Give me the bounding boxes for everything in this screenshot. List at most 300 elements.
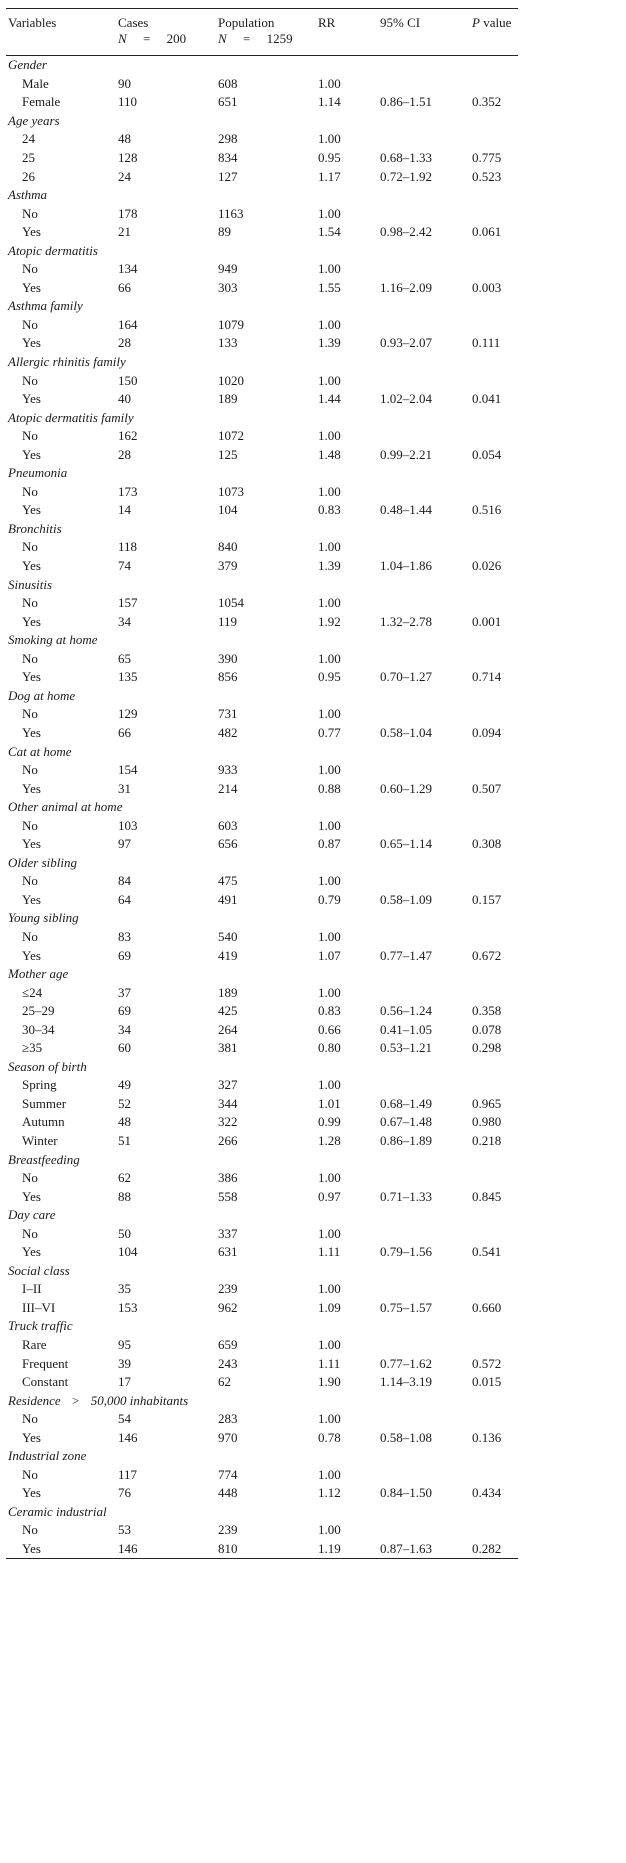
rr-cell: 1.28 bbox=[318, 1132, 341, 1148]
cases-cell: 134 bbox=[118, 261, 138, 277]
table-row bbox=[6, 1132, 518, 1151]
p-value-cell bbox=[470, 427, 518, 446]
category-row bbox=[6, 1150, 518, 1169]
level-label: Yes bbox=[22, 1429, 41, 1445]
level-label: III–VI bbox=[22, 1299, 56, 1315]
ci-cell: 0.72–1.92 bbox=[380, 168, 432, 184]
population-cell: 631 bbox=[218, 1244, 238, 1260]
rr-cell: 0.66 bbox=[318, 1021, 341, 1037]
population-cell: 608 bbox=[218, 75, 238, 91]
cases-cell: 31 bbox=[118, 780, 131, 796]
rr-cell: 0.87 bbox=[318, 836, 341, 852]
p-value-cell: 0.298 bbox=[472, 1040, 502, 1056]
population-cell: 127 bbox=[218, 168, 238, 184]
level-label: Yes bbox=[22, 780, 41, 796]
category-label-text: Residence bbox=[8, 1392, 61, 1408]
p-value-cell bbox=[470, 1169, 518, 1188]
population-cell: 1054 bbox=[218, 595, 244, 611]
population-cell: 962 bbox=[218, 1299, 238, 1315]
cases-cell: 66 bbox=[118, 279, 131, 295]
population-cell: 810 bbox=[216, 1540, 316, 1559]
rr-cell: 1.00 bbox=[318, 483, 341, 499]
level-label: No bbox=[22, 205, 38, 221]
p-value-cell bbox=[470, 650, 518, 669]
population-cell: 189 bbox=[218, 984, 238, 1000]
ci-cell bbox=[378, 1521, 470, 1540]
p-value-cell bbox=[470, 1224, 518, 1243]
rr-cell: 1.11 bbox=[318, 1355, 341, 1371]
table-row bbox=[6, 1336, 518, 1355]
category-row bbox=[6, 1447, 518, 1466]
category-row bbox=[6, 631, 518, 650]
category-label-text: Ceramic industrial bbox=[8, 1503, 107, 1519]
level-label: ≤24 bbox=[22, 984, 43, 1000]
population-cell: 933 bbox=[218, 762, 238, 778]
level-label: No bbox=[22, 706, 38, 722]
header-cases-n bbox=[118, 31, 214, 47]
level-label: I–II bbox=[22, 1281, 42, 1297]
level-label: Yes bbox=[22, 891, 41, 907]
table-row bbox=[6, 835, 518, 854]
population-cell: 390 bbox=[218, 650, 238, 666]
level-label: Yes bbox=[22, 502, 41, 518]
category-label-text: Asthma family bbox=[8, 298, 83, 314]
rr-cell: 1.00 bbox=[318, 316, 341, 332]
p-value-cell: 0.041 bbox=[472, 391, 502, 407]
rr-cell: 1.00 bbox=[318, 1466, 341, 1482]
table-row bbox=[6, 1002, 518, 1021]
cases-cell: 128 bbox=[118, 150, 138, 165]
header-p-rest: value bbox=[479, 15, 512, 30]
header-cases-n-eq: = bbox=[143, 31, 151, 46]
table-row bbox=[6, 1410, 518, 1429]
cases-cell: 60 bbox=[118, 1040, 131, 1056]
p-value-cell: 0.054 bbox=[472, 446, 502, 462]
rr-cell: 1.09 bbox=[318, 1299, 341, 1315]
level-label: No bbox=[22, 1170, 38, 1186]
header-population-n-symbol: N bbox=[218, 31, 227, 46]
ci-cell bbox=[378, 1076, 470, 1095]
ci-cell bbox=[378, 705, 470, 724]
p-value-cell: 0.845 bbox=[472, 1188, 502, 1204]
population-cell: 1079 bbox=[218, 316, 244, 332]
ci-cell bbox=[378, 872, 470, 891]
cases-cell: 164 bbox=[118, 316, 138, 332]
ci-cell bbox=[378, 594, 470, 613]
rr-cell: 1.54 bbox=[318, 224, 341, 240]
population-cell: 1073 bbox=[218, 483, 244, 499]
table-row bbox=[6, 650, 518, 669]
category-row bbox=[6, 112, 518, 131]
p-value-cell: 0.001 bbox=[472, 613, 502, 629]
rr-cell: 1.00 bbox=[318, 873, 341, 889]
population-cell: 283 bbox=[218, 1411, 238, 1427]
level-label: Constant bbox=[22, 1374, 69, 1390]
cases-cell: 117 bbox=[118, 1466, 138, 1482]
ci-cell bbox=[378, 75, 470, 94]
cases-cell: 34 bbox=[118, 1021, 131, 1037]
population-cell: 1072 bbox=[218, 428, 244, 444]
p-value-cell: 0.541 bbox=[472, 1244, 502, 1260]
cases-cell: 74 bbox=[118, 558, 131, 574]
p-value-cell: 0.078 bbox=[472, 1021, 502, 1037]
population-cell: 133 bbox=[218, 335, 238, 351]
category-label bbox=[6, 520, 518, 539]
table-row bbox=[6, 779, 518, 798]
cases-cell: 150 bbox=[118, 372, 138, 388]
ci-cell bbox=[378, 928, 470, 947]
level-label: Yes bbox=[22, 335, 41, 351]
table-row bbox=[6, 1224, 518, 1243]
population-cell: 239 bbox=[218, 1522, 238, 1538]
ci-cell: 1.02–2.04 bbox=[380, 391, 432, 407]
category-label bbox=[6, 1447, 518, 1466]
ci-cell: 0.77–1.47 bbox=[380, 947, 432, 963]
level-label: Yes bbox=[22, 1188, 41, 1204]
population-cell: 774 bbox=[218, 1466, 238, 1482]
p-value-cell bbox=[470, 1076, 518, 1095]
category-label-text: Smoking at home bbox=[8, 632, 98, 648]
ci-cell: 0.71–1.33 bbox=[380, 1188, 432, 1204]
cases-cell: 153 bbox=[118, 1299, 138, 1315]
cases-cell: 110 bbox=[118, 94, 138, 110]
table-row bbox=[6, 1187, 518, 1206]
cases-cell: 21 bbox=[118, 224, 131, 240]
category-label-text: Bronchitis bbox=[8, 520, 62, 536]
category-label bbox=[6, 112, 518, 131]
population-cell: 425 bbox=[218, 1003, 238, 1019]
level-label: No bbox=[22, 595, 38, 611]
header-variables: Variables bbox=[6, 9, 116, 56]
rr-cell: 1.90 bbox=[318, 1374, 341, 1390]
category-label bbox=[6, 854, 518, 873]
category-label-text: Allergic rhinitis family bbox=[8, 354, 126, 370]
p-value-cell bbox=[470, 1410, 518, 1429]
ci-cell bbox=[378, 538, 470, 557]
category-row bbox=[6, 1262, 518, 1281]
level-label: Rare bbox=[22, 1337, 47, 1352]
rr-cell: 1.00 bbox=[318, 1170, 341, 1186]
table-row bbox=[6, 1095, 518, 1114]
cases-cell: 35 bbox=[118, 1281, 131, 1297]
header-ci: 95% CI bbox=[378, 9, 470, 56]
rr-cell: 1.19 bbox=[316, 1540, 378, 1559]
level-label: Frequent bbox=[22, 1355, 69, 1371]
table-row bbox=[6, 279, 518, 298]
level-label: Yes bbox=[22, 558, 41, 574]
category-label bbox=[6, 1317, 518, 1336]
table-row bbox=[6, 501, 518, 520]
cases-cell: 173 bbox=[118, 483, 138, 499]
p-value-cell bbox=[470, 260, 518, 279]
level-label: No bbox=[22, 1466, 38, 1482]
ci-cell bbox=[378, 260, 470, 279]
cases-cell: 146 bbox=[118, 1429, 138, 1445]
level-label: 25–29 bbox=[22, 1003, 55, 1019]
rr-cell: 1.00 bbox=[318, 1411, 341, 1427]
cases-cell: 14 bbox=[118, 502, 131, 518]
table-row bbox=[6, 316, 518, 335]
cases-cell: 48 bbox=[118, 131, 131, 147]
ci-cell: 1.32–2.78 bbox=[380, 613, 432, 629]
level-label: No bbox=[22, 817, 38, 833]
category-label bbox=[6, 408, 518, 427]
level-label: Yes bbox=[22, 613, 41, 629]
table-row bbox=[6, 371, 518, 390]
cases-cell: 28 bbox=[118, 335, 131, 351]
rr-cell: 1.00 bbox=[318, 1522, 341, 1538]
cases-cell: 37 bbox=[118, 984, 131, 1000]
category-label-text: Truck traffic bbox=[8, 1318, 73, 1334]
rr-cell: 0.95 bbox=[318, 150, 341, 165]
p-value-cell bbox=[470, 1280, 518, 1299]
rr-cell: 1.44 bbox=[318, 391, 341, 407]
rr-cell: 0.88 bbox=[318, 780, 341, 796]
ci-cell: 0.48–1.44 bbox=[380, 502, 432, 518]
cases-cell: 103 bbox=[118, 817, 138, 833]
rr-cell: 0.95 bbox=[318, 669, 341, 685]
rr-cell: 1.00 bbox=[318, 817, 341, 833]
header-p-symbol: P bbox=[472, 15, 480, 30]
category-label-text: Age years bbox=[8, 112, 60, 128]
table-row bbox=[6, 705, 518, 724]
p-value-cell: 0.003 bbox=[472, 279, 502, 295]
population-cell: 322 bbox=[218, 1114, 238, 1130]
p-value-cell: 0.136 bbox=[472, 1429, 502, 1445]
population-cell: 104 bbox=[218, 502, 238, 518]
category-row bbox=[6, 1317, 518, 1336]
population-cell: 840 bbox=[218, 539, 238, 555]
level-label: No bbox=[22, 928, 38, 944]
table-row bbox=[6, 427, 518, 446]
cases-cell: 146 bbox=[116, 1540, 216, 1559]
table-row bbox=[6, 149, 518, 168]
table-row bbox=[6, 816, 518, 835]
cases-cell: 51 bbox=[118, 1132, 131, 1148]
table-row bbox=[6, 1484, 518, 1503]
table-row bbox=[6, 1020, 518, 1039]
p-value-cell bbox=[470, 928, 518, 947]
p-value-cell bbox=[470, 1521, 518, 1540]
rr-cell: 1.00 bbox=[318, 372, 341, 388]
table-row bbox=[6, 260, 518, 279]
category-label-text: Sinusitis bbox=[8, 576, 53, 592]
population-cell: 239 bbox=[218, 1281, 238, 1297]
risk-factor-table bbox=[6, 8, 518, 1559]
category-row bbox=[6, 241, 518, 260]
p-value-cell: 0.308 bbox=[472, 836, 502, 852]
category-row bbox=[6, 56, 518, 75]
cases-cell: 95 bbox=[118, 1337, 131, 1352]
p-value-cell: 0.026 bbox=[472, 558, 502, 574]
ci-cell: 1.04–1.86 bbox=[380, 558, 432, 574]
category-label-text: Cat at home bbox=[8, 743, 72, 759]
level-label: Yes bbox=[22, 724, 41, 740]
ci-cell: 0.58–1.04 bbox=[380, 724, 432, 740]
cases-cell: 64 bbox=[118, 891, 131, 907]
ci-cell bbox=[378, 427, 470, 446]
category-label-text: Asthma bbox=[8, 187, 47, 203]
population-cell: 386 bbox=[218, 1170, 238, 1186]
category-label bbox=[6, 965, 518, 984]
rr-cell: 0.80 bbox=[318, 1040, 341, 1056]
p-value-cell: 0.157 bbox=[472, 891, 502, 907]
ci-cell: 0.58–1.09 bbox=[380, 891, 432, 907]
category-row bbox=[6, 520, 518, 539]
cases-cell: 49 bbox=[118, 1077, 131, 1093]
ci-cell bbox=[378, 650, 470, 669]
population-cell: 243 bbox=[218, 1355, 238, 1371]
table-row bbox=[6, 1354, 518, 1373]
category-label bbox=[6, 241, 518, 260]
p-value-cell bbox=[470, 204, 518, 223]
p-value-cell: 0.507 bbox=[472, 780, 502, 796]
header-p-value bbox=[470, 9, 518, 56]
category-label-text: Dog at home bbox=[8, 687, 76, 703]
rr-cell: 1.00 bbox=[318, 1225, 341, 1241]
category-row bbox=[6, 909, 518, 928]
cases-cell: 50 bbox=[118, 1225, 131, 1241]
level-label: Winter bbox=[22, 1132, 58, 1148]
header-population-n-value: 1259 bbox=[266, 31, 293, 46]
level-label: Yes bbox=[22, 947, 41, 963]
rr-cell: 0.97 bbox=[318, 1188, 341, 1204]
population-cell: 949 bbox=[218, 261, 238, 277]
rr-cell: 1.17 bbox=[318, 168, 341, 184]
header-population-label: Population bbox=[218, 15, 275, 30]
category-label-text: Season of birth bbox=[8, 1058, 87, 1074]
cases-cell: 53 bbox=[118, 1522, 131, 1538]
p-value-cell: 0.980 bbox=[472, 1114, 502, 1130]
table-row bbox=[6, 390, 518, 409]
cases-cell: 97 bbox=[118, 836, 131, 852]
category-label-text: Social class bbox=[8, 1262, 70, 1278]
cases-cell: 88 bbox=[118, 1188, 131, 1204]
table-row bbox=[6, 724, 518, 743]
rr-cell: 1.55 bbox=[318, 279, 341, 295]
ci-cell bbox=[378, 761, 470, 780]
cases-cell: 62 bbox=[118, 1170, 131, 1186]
category-label bbox=[6, 798, 518, 817]
ci-cell bbox=[378, 1169, 470, 1188]
population-cell: 264 bbox=[218, 1021, 238, 1037]
category-label-text: Pneumonia bbox=[8, 465, 68, 481]
level-label: 25 bbox=[22, 150, 35, 165]
population-cell: 266 bbox=[218, 1132, 238, 1148]
rr-cell: 0.77 bbox=[318, 724, 341, 740]
table-row bbox=[6, 1540, 518, 1559]
p-value-cell bbox=[470, 1466, 518, 1485]
population-cell: 381 bbox=[218, 1040, 238, 1056]
cases-cell: 40 bbox=[118, 391, 131, 407]
category-label bbox=[6, 687, 518, 706]
table-row bbox=[6, 1373, 518, 1392]
category-row bbox=[6, 965, 518, 984]
ci-cell: 0.41–1.05 bbox=[380, 1021, 432, 1037]
cases-cell: 69 bbox=[118, 1003, 131, 1019]
cases-cell: 65 bbox=[118, 650, 131, 666]
cases-cell: 48 bbox=[118, 1114, 131, 1130]
ci-cell bbox=[378, 1280, 470, 1299]
table-row bbox=[6, 334, 518, 353]
cases-cell: 66 bbox=[118, 724, 131, 740]
p-value-cell: 0.015 bbox=[472, 1374, 502, 1390]
level-label: 26 bbox=[22, 168, 35, 184]
category-row bbox=[6, 742, 518, 761]
rr-cell: 0.83 bbox=[318, 1003, 341, 1019]
p-value-cell bbox=[470, 538, 518, 557]
table-row bbox=[6, 872, 518, 891]
ci-cell: 0.68–1.49 bbox=[380, 1095, 432, 1111]
table-row bbox=[6, 223, 518, 242]
rr-cell: 0.99 bbox=[318, 1114, 341, 1130]
category-row bbox=[6, 408, 518, 427]
category-label bbox=[6, 909, 518, 928]
p-value-cell bbox=[470, 483, 518, 502]
table-row bbox=[6, 1280, 518, 1299]
category-label-text: Mother age bbox=[8, 966, 69, 982]
p-value-cell: 0.523 bbox=[472, 168, 502, 184]
p-value-cell: 0.061 bbox=[472, 224, 502, 240]
cases-cell: 135 bbox=[118, 669, 138, 685]
ci-cell: 0.65–1.14 bbox=[380, 836, 432, 852]
table-row bbox=[6, 668, 518, 687]
level-label: Yes bbox=[22, 446, 41, 462]
rr-cell: 1.00 bbox=[318, 762, 341, 778]
table-row bbox=[6, 167, 518, 186]
p-value-cell bbox=[470, 371, 518, 390]
ci-cell bbox=[378, 1336, 470, 1355]
population-cell: 482 bbox=[218, 724, 238, 740]
ci-cell: 0.98–2.42 bbox=[380, 224, 432, 240]
level-label: No bbox=[22, 1225, 38, 1241]
level-label: No bbox=[22, 762, 38, 778]
ci-cell bbox=[378, 316, 470, 335]
category-label-text: Atopic dermatitis bbox=[8, 242, 98, 258]
ci-cell: 0.86–1.51 bbox=[380, 94, 432, 110]
rr-cell: 1.00 bbox=[318, 1077, 341, 1093]
rr-cell: 1.14 bbox=[318, 94, 341, 110]
ci-cell bbox=[378, 1410, 470, 1429]
p-value-cell: 0.358 bbox=[472, 1003, 502, 1019]
level-label: Yes bbox=[22, 224, 41, 240]
cases-cell: 34 bbox=[118, 613, 131, 629]
level-label: No bbox=[22, 650, 38, 666]
table-row bbox=[6, 983, 518, 1002]
level-label: Male bbox=[22, 75, 49, 91]
ci-cell bbox=[378, 483, 470, 502]
category-row bbox=[6, 353, 518, 372]
p-value-cell: 0.218 bbox=[472, 1132, 502, 1148]
ci-cell bbox=[378, 1466, 470, 1485]
table-row bbox=[6, 75, 518, 94]
header-cases-n-value: 200 bbox=[166, 31, 187, 46]
ci-cell: 0.68–1.33 bbox=[380, 150, 432, 165]
category-label-text: Industrial zone bbox=[8, 1448, 87, 1464]
ci-cell bbox=[378, 983, 470, 1002]
p-value-cell: 0.672 bbox=[472, 947, 502, 963]
header-cases bbox=[116, 9, 216, 56]
level-label: Yes bbox=[22, 669, 41, 685]
population-cell: 731 bbox=[218, 706, 238, 722]
p-value-cell: 0.660 bbox=[472, 1299, 502, 1315]
rr-cell: 1.00 bbox=[318, 131, 341, 147]
p-value-cell: 0.775 bbox=[472, 150, 502, 165]
table-row bbox=[6, 1428, 518, 1447]
category-row bbox=[6, 186, 518, 205]
rr-cell: 1.12 bbox=[318, 1485, 341, 1501]
cases-cell: 28 bbox=[118, 446, 131, 462]
